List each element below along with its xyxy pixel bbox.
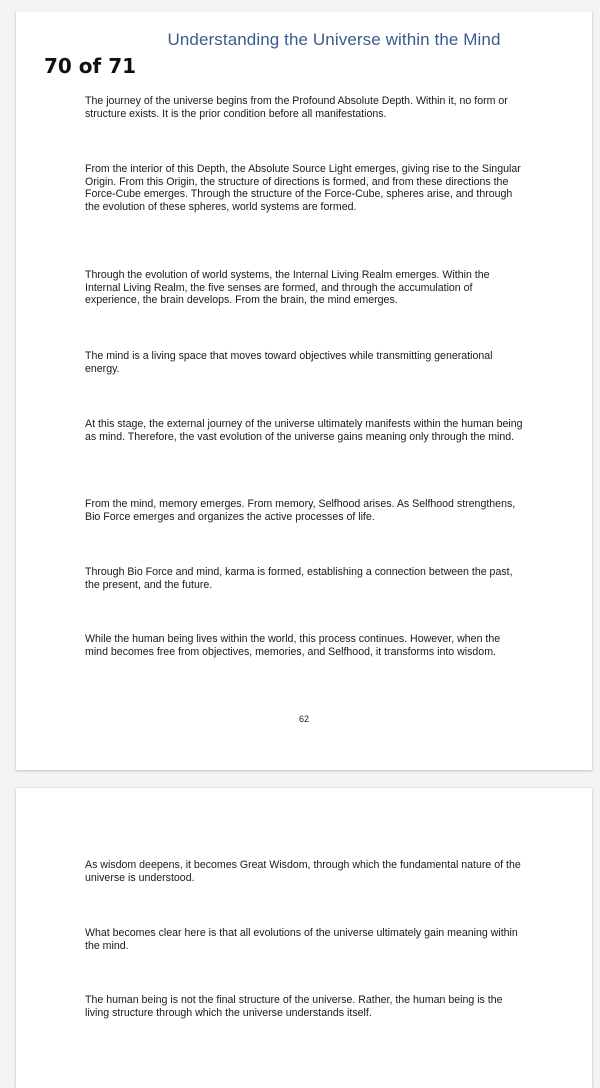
page-number: 62 [298, 714, 309, 724]
paragraph: As wisdom deepens, it becomes Great Wisdom, through which the fundamental nature of the universe is understood. [85, 859, 521, 884]
paragraph: While the human being lives within the world, this process continues. However, when the mind becomes free from objectives, memories, and Selfhood, it transforms into wisdom. [85, 633, 501, 658]
paragraph: From the mind, memory emerges. From memory, Selfhood arises. As Selfhood strengthens, Bio Force emerges and organizes the active processes of life. [85, 498, 516, 523]
paragraph: At this stage, the external journey of the universe ultimately manifests within the human being as mind. Therefore, the vast evolution of the universe gains meaning only through the mind. [85, 418, 523, 443]
paragraph: From the interior of this Depth, the Absolute Source Light emerges, giving rise to the Singular Origin. From this Origin, the structure of directions is formed, and from these directions the Force-Cube emerges. Through the structure of the Force-Cube, spheres arise, and through the evolution of these spheres, world systems are formed. [85, 163, 521, 213]
viewport-top-edge [0, 0, 600, 12]
paragraph: What becomes clear here is that all evolutions of the universe ultimately gain meaning within the mind. [85, 927, 518, 952]
paragraph: The mind is a living space that moves toward objectives while transmitting generational energy. [85, 350, 493, 375]
document-page-62 [16, 0, 592, 770]
paragraph: Through Bio Force and mind, karma is formed, establishing a connection between the past, the present, and the future. [85, 566, 513, 591]
page-counter: 70 of 71 [44, 54, 137, 78]
paragraph: The journey of the universe begins from the Profound Absolute Depth. Within it, no form or structure exists. It is the prior condition before all manifestations. [85, 95, 508, 120]
paragraph: The human being is not the final structure of the universe. Rather, the human being is the living structure through which the universe understands itself. [85, 994, 503, 1019]
paragraph: Through the evolution of world systems, the Internal Living Realm emerges. Within the Internal Living Realm, the five senses are formed, and through the accumulation of experience, the brain develops. From the brain, the mind emerges. [85, 269, 490, 307]
document-page-63 [16, 788, 592, 1088]
document-title: Understanding the Universe within the Mind [167, 30, 501, 49]
